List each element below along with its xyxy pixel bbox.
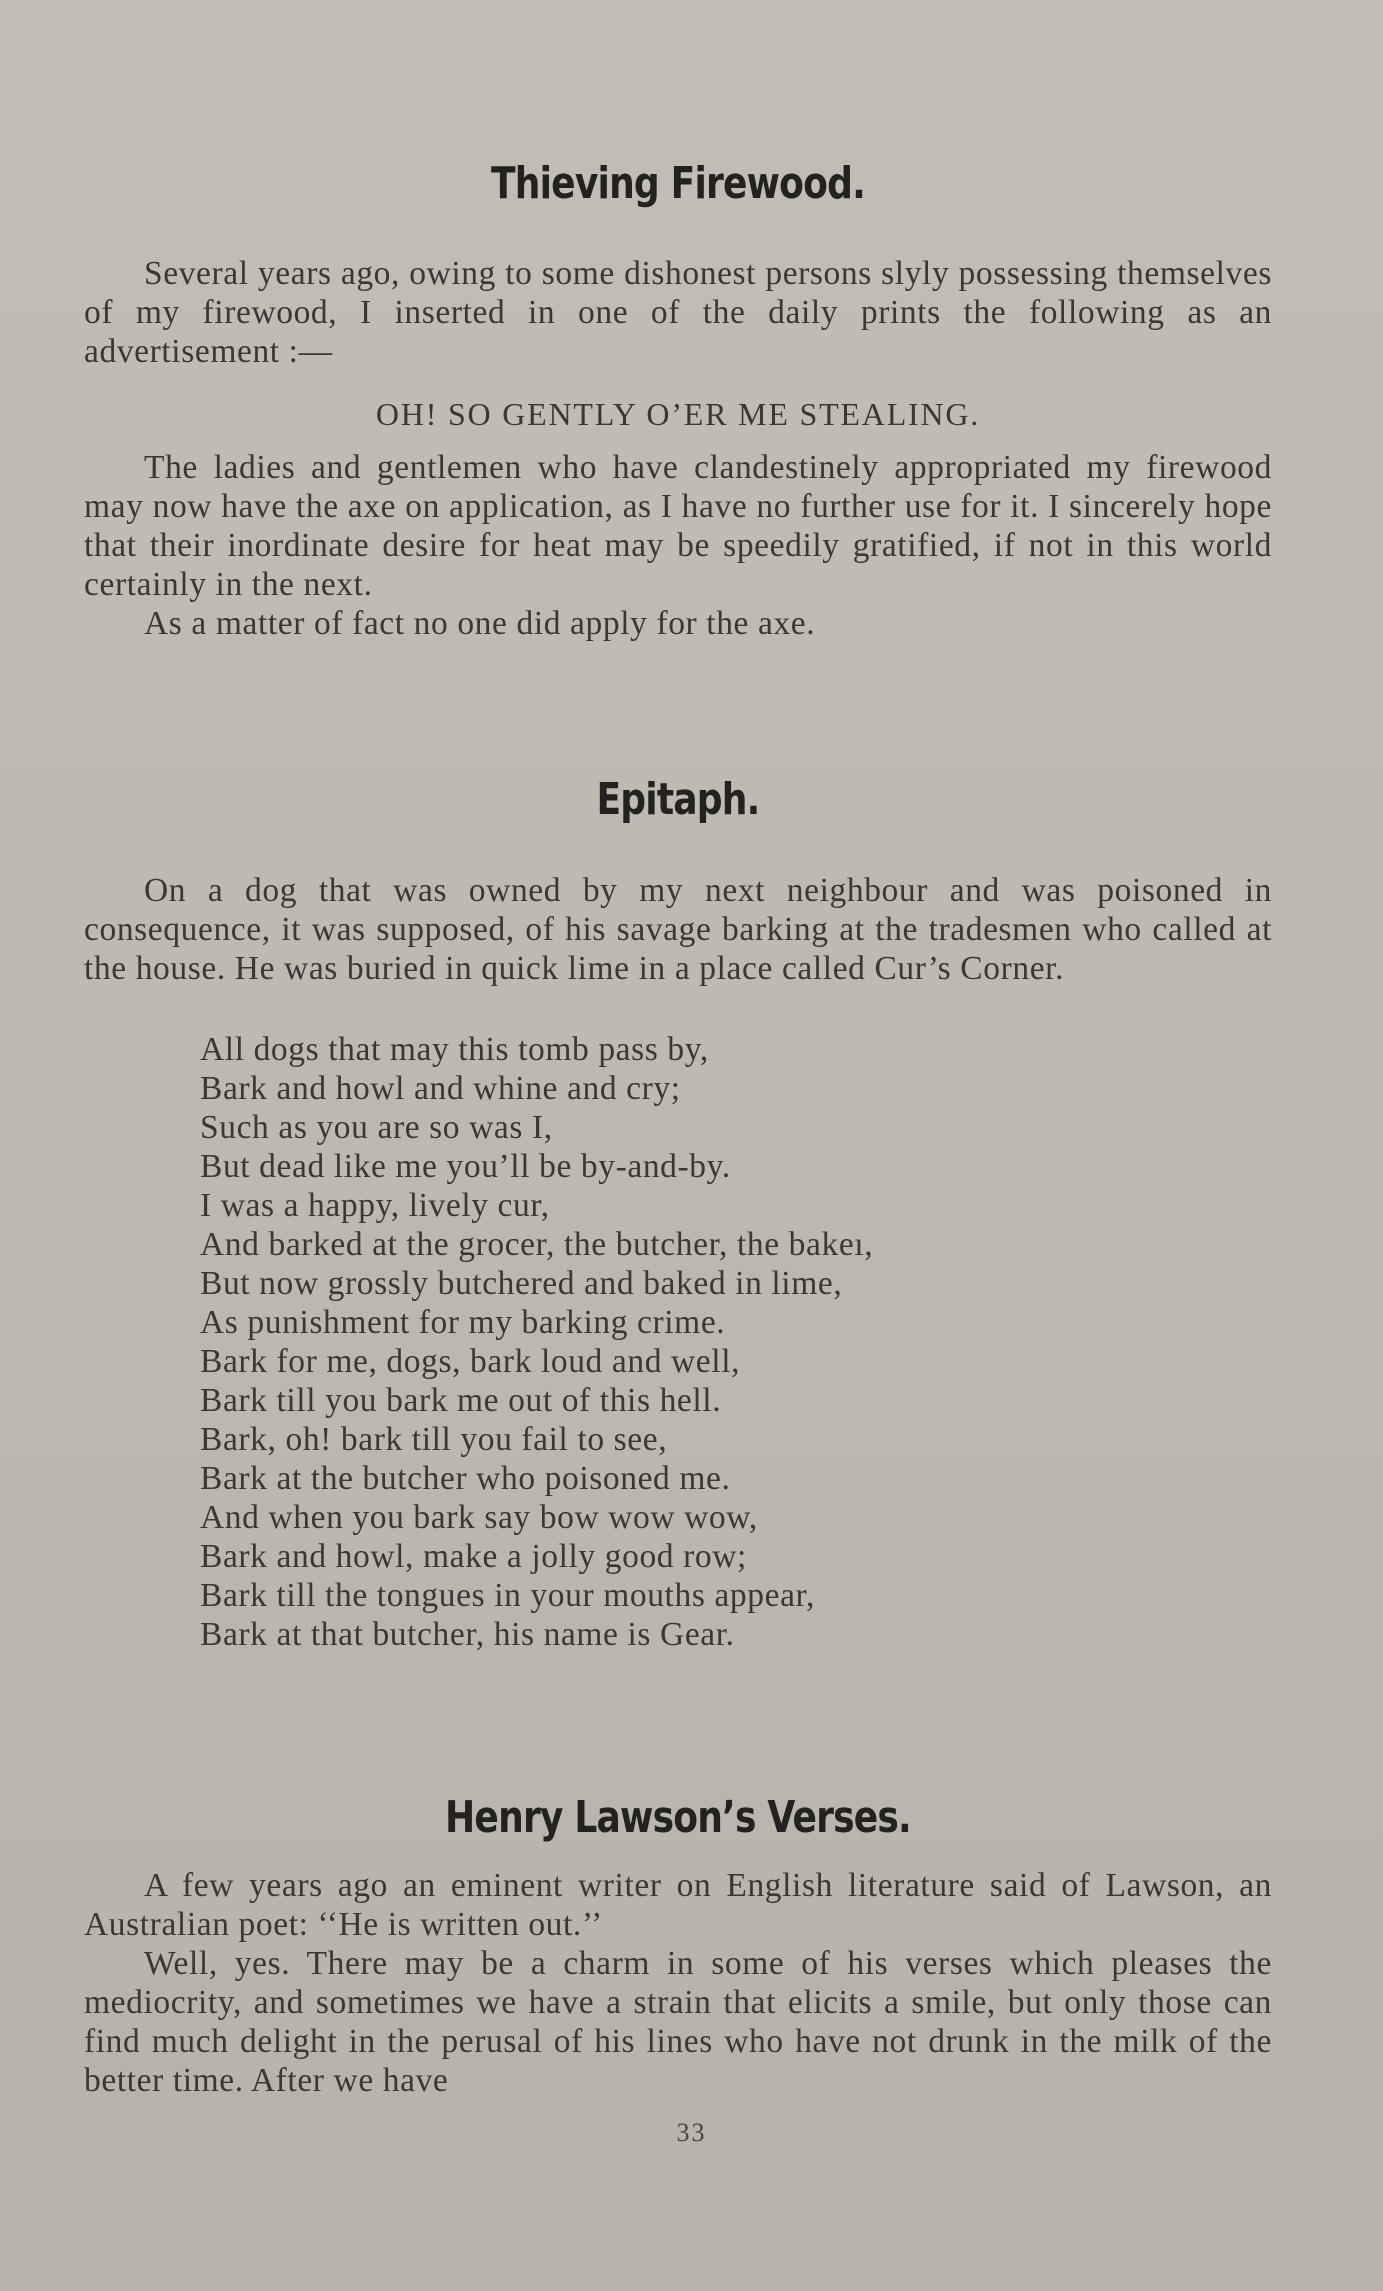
paragraph: On a dog that was owned by my next neighbour and was poisoned in consequence, it was supposed, of his savage barking at the tradesmen who called at the house. He was buried in quick lime in a place called Cur’s Corner. <box>84 872 1272 987</box>
paragraph: As a matter of fact no one did apply for the axe. <box>144 605 816 642</box>
poem-line: Bark, oh! bark till you fail to see, <box>200 1421 668 1458</box>
poem-line: Bark till you bark me out of this hell. <box>200 1382 722 1419</box>
poem-line: Bark and howl and whine and cry; <box>200 1070 681 1107</box>
section-epitaph <box>84 774 1272 825</box>
section-lawson <box>84 1792 1272 1843</box>
poem-line: And when you bark say bow wow wow, <box>200 1499 758 1536</box>
poem-line: And barked at the grocer, the butcher, the bakeı, <box>200 1226 874 1263</box>
poem-line: Bark till the tongues in your mouths appear, <box>200 1577 815 1614</box>
paragraph: Several years ago, owing to some dishonest persons slyly possessing themselves of my firewood, I inserted in one of the daily prints the following as an advertisement :— <box>84 255 1272 370</box>
poem-line: All dogs that may this tomb pass by, <box>200 1031 709 1068</box>
section-thieving-firewood <box>84 158 1272 209</box>
poem-line: As punishment for my barking crime. <box>200 1304 726 1341</box>
poem-line: Bark at the butcher who poisoned me. <box>200 1460 731 1497</box>
paragraph: A few years ago an eminent writer on English literature said of Lawson, an Australian poet: ‘‘He is written out.’’ <box>84 1867 1272 1943</box>
section-title: Thieving Firewood. <box>490 158 866 209</box>
poem-line: Bark for me, dogs, bark loud and well, <box>200 1343 741 1380</box>
page-number: 33 <box>676 2118 707 2147</box>
epitaph-body <box>84 871 1272 988</box>
thieving-body <box>84 254 1272 371</box>
epitaph-poem <box>200 1030 873 1654</box>
paragraph: The ladies and gentlemen who have clandestinely appropriated my firewood may now have the axe on application, as I have no further use for it. I sincerely hope that their inordinate desire for heat may be speedily gratified, if not in this world certainly in the next. <box>84 449 1272 603</box>
advert-heading <box>84 396 1272 433</box>
lawson-body <box>84 1866 1272 2100</box>
poem-line: But dead like me you’ll be by-and-by. <box>200 1148 731 1185</box>
section-title: Epitaph. <box>596 774 760 825</box>
section-title: Henry Lawson’s Verses. <box>445 1792 911 1843</box>
poem-line: Bark and howl, make a jolly good row; <box>200 1538 747 1575</box>
poem-line: Such as you are so was I, <box>200 1109 553 1146</box>
poem-line: Bark at that butcher, his name is Gear. <box>200 1616 735 1653</box>
thieving-body-2 <box>84 448 1272 643</box>
poem-line: But now grossly butchered and baked in lime, <box>200 1265 843 1302</box>
poem-line: I was a happy, lively cur, <box>200 1187 550 1224</box>
paragraph: Well, yes. There may be a charm in some of his verses which pleases the mediocrity, and sometimes we have a strain that elicits a smile, but only those can find much delight in the perusal of his lines who have not drunk in the milk of the better time. After we have <box>84 1945 1272 2099</box>
advert-heading-line: OH! SO GENTLY O’ER ME STEALING. <box>375 396 981 432</box>
